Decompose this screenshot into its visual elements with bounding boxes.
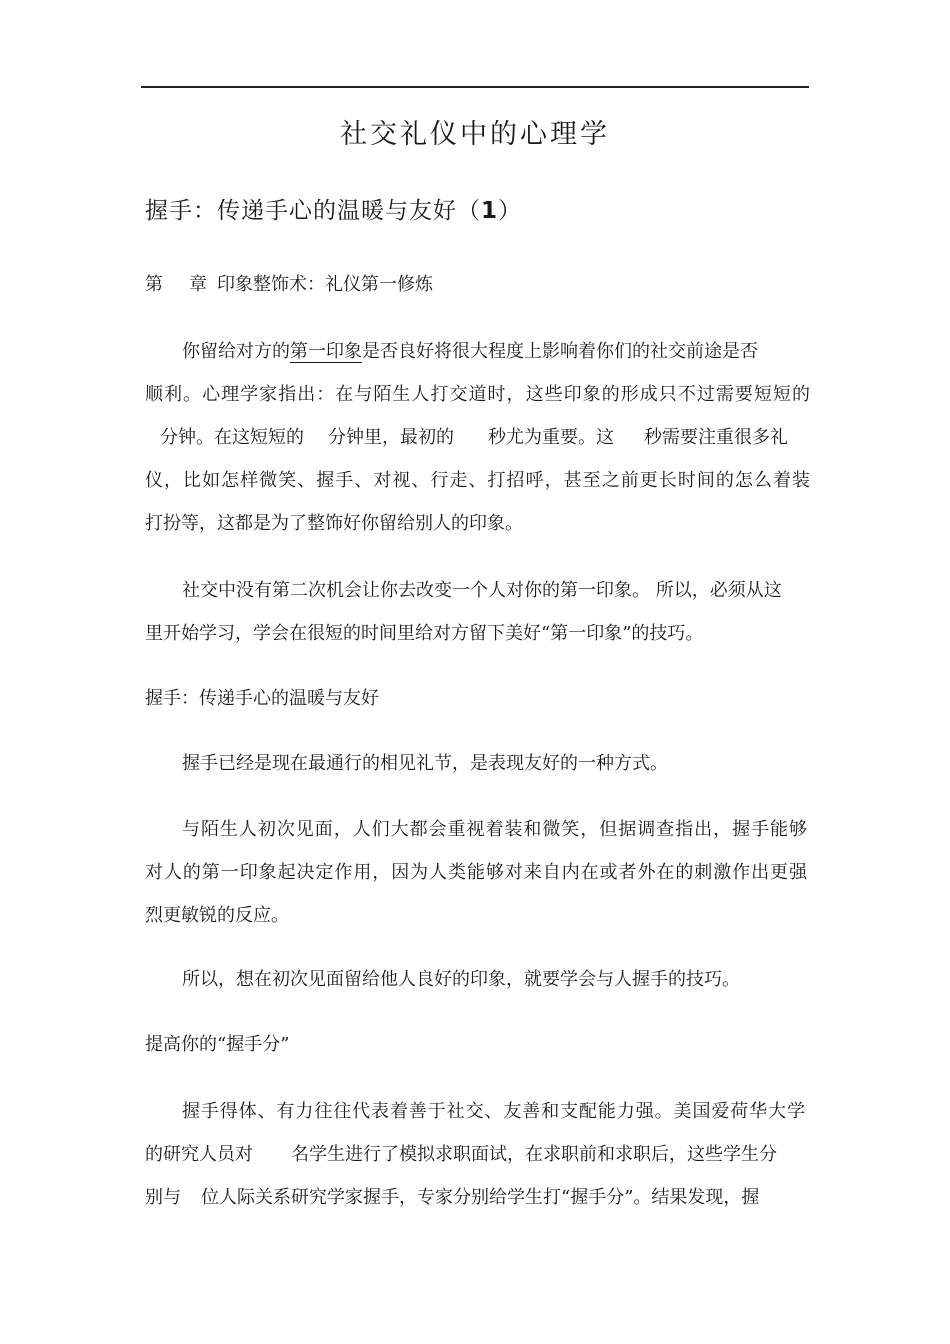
header-rule — [141, 86, 809, 88]
para1-line4: 仪，比如怎样微笑、握手、对视、行走、打招呼，甚至之前更长时间的怎么着装 — [145, 470, 810, 491]
para6-line2: 的研究人员对 名学生进行了模拟求职面试，在求职前和求职后，这些学生分 — [145, 1144, 777, 1165]
section-heading-score: 提高你的“握手分” — [145, 1034, 290, 1055]
section-heading-handshake: 握手：传递手心的温暖与友好 — [145, 688, 379, 709]
section-subtitle — [145, 192, 522, 225]
para4-line3: 烈更敏锐的反应。 — [145, 905, 289, 926]
chapter-word-first: 第 — [145, 274, 163, 295]
para1-line2: 顺利。心理学家指出：在与陌生人打交道时，这些印象的形成只不过需要短短的 — [145, 384, 810, 405]
para1-line1: 你留给对方的第一印象是否良好将很大程度上影响着你们的社交前途是否 — [182, 341, 758, 362]
chapter-word-second: 章 — [189, 274, 207, 295]
subtitle-text: 握手：传递手心的温暖与友好（ — [145, 198, 481, 224]
para6-line3: 别与 位人际关系研究学家握手，专家分别给学生打“握手分”。结果发现，握 — [145, 1187, 760, 1208]
chapter-heading — [145, 273, 810, 297]
subtitle-close: ） — [498, 198, 523, 224]
chapter-title: 印象整饰术：礼仪第一修炼 — [217, 274, 433, 295]
para2-line2: 里开始学习，学会在很短的时间里给对方留下美好“第一印象”的技巧。 — [145, 623, 704, 644]
first-impression-term: 第一印象 — [290, 341, 362, 362]
para1-line3: 分钟。在这短短的 分钟里，最初的 秒尤为重要。这 秒需要注重很多礼 — [160, 427, 788, 448]
para2-line1: 社交中没有第二次机会让你去改变一个人对你的第一印象。 所以，必须从这 — [182, 580, 782, 601]
document-title: 社交礼仪中的心理学 — [340, 119, 610, 150]
para3: 握手已经是现在最通行的相见礼节，是表现友好的一种方式。 — [182, 753, 668, 774]
para4-line2: 对人的第一印象起决定作用，因为人类能够对来自内在或者外在的刺激作出更强 — [145, 862, 807, 883]
para1-line5: 打扮等，这都是为了整饰好你留给别人的印象。 — [145, 513, 523, 534]
para5: 所以，想在初次见面留给他人良好的印象，就要学会与人握手的技巧。 — [182, 969, 740, 990]
para6-line1: 握手得体、有力往往代表着善于社交、友善和支配能力强。美国爱荷华大学 — [182, 1101, 805, 1122]
para4-line1: 与陌生人初次见面，人们大都会重视着装和微笑，但据调查指出，握手能够 — [182, 819, 807, 840]
subtitle-number: 1 — [481, 198, 499, 224]
